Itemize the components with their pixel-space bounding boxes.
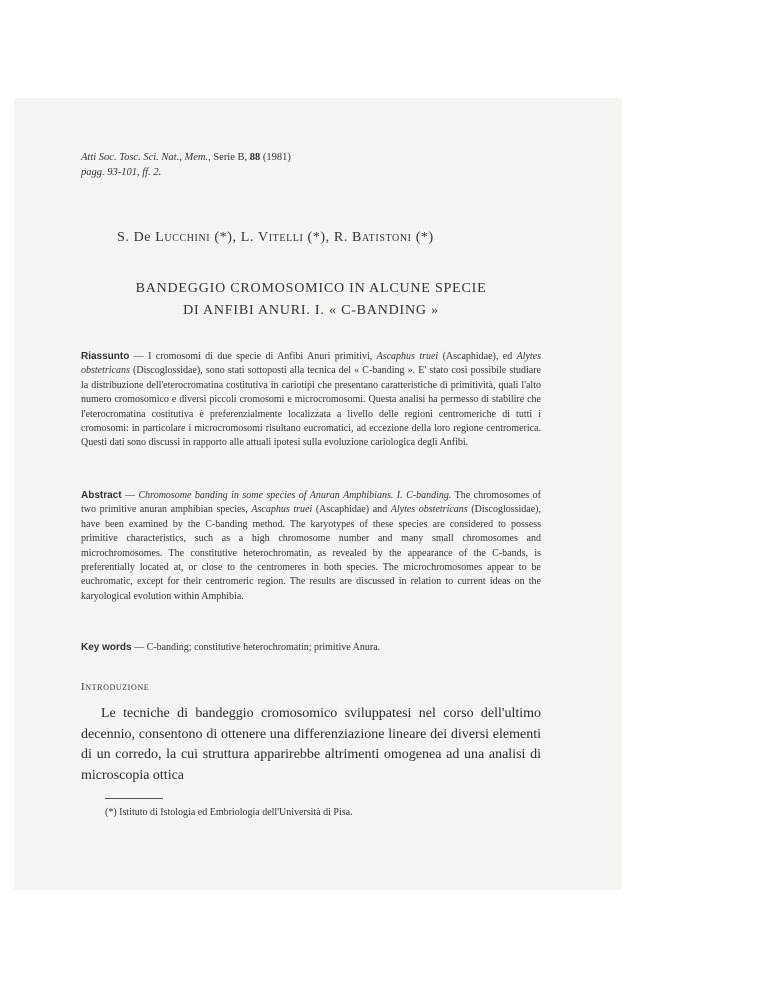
- title-line-1: BANDEGGIO CROMOSOMICO IN ALCUNE SPECIE: [135, 281, 487, 296]
- abstract-paragraph: [81, 489, 541, 604]
- introduction-paragraph: Le tecniche di bandeggio cromosomico sviluppatesi nel corso dell'ultimo decennio, consentono di ottenere una differenziazione lineare dei diversi elementi di un corredo, la cui struttura apparirebbe altrimenti omogenea ad una analisi di microscopia ottica: [81, 706, 541, 783]
- abstract-text-b: (Ascaphidae) and: [312, 504, 391, 516]
- keywords-line: [81, 641, 541, 655]
- affiliation-footnote: (*) Istituto di Istologia ed Embriologia dell'Università di Pisa.: [105, 807, 353, 818]
- keywords-text: — C-banding; constitutive heterochromatin; primitive Anura.: [131, 642, 381, 653]
- abstract-label: Abstract: [81, 490, 122, 501]
- journal-volume: 88: [249, 152, 261, 163]
- journal-citation: [81, 150, 291, 180]
- abstract-english-title: Chromosome banding in some species of Anuran Amphibians. I. C-banding.: [138, 490, 452, 501]
- title-line-2: DI ANFIBI ANURI. I. « C-BANDING »: [183, 303, 439, 318]
- author-list: [117, 230, 557, 246]
- abstract-species-2: Alytes obstetricans: [390, 504, 468, 516]
- abstract-text-c: (Discoglossidae), have been examined by the C-banding method. The karyotypes of these species are considered to possess primitive characteristics, such as a high chromosome number and many small chromosomes and microchromosomes. The constitutive heterochromatin, as revealed by the appearance of the C-bands, is preferentially located at, or close to the centromeres in both species. The microchromosomes appear to be euchromatic, except for their centromeric region. The results are discussed in relation to current ideas on the karyological evolution within Amphibia.: [81, 504, 541, 602]
- riassunto-label: Riassunto: [81, 351, 130, 362]
- citation-line-2: pagg. 93-101, ff. 2.: [81, 167, 162, 178]
- riassunto-text-b: (Ascaphidae), ed: [438, 351, 517, 362]
- footnote-rule: [105, 798, 163, 799]
- riassunto-paragraph: [81, 350, 541, 451]
- abstract-dash: —: [121, 490, 139, 501]
- paper-title: [81, 278, 541, 322]
- author-3-initial: R.: [333, 230, 353, 245]
- author-1-initial: S. De: [117, 230, 156, 245]
- author-1-surname: Lucchini: [155, 230, 211, 245]
- riassunto-species-2: Alytes obstetricans: [81, 351, 542, 377]
- author-3-affiliation-mark: (*): [411, 230, 434, 245]
- journal-year: (1981): [262, 152, 291, 163]
- author-1-affiliation-mark: (*),: [210, 230, 241, 245]
- section-heading: Introduzione: [81, 681, 150, 693]
- citation-line-1: [81, 150, 291, 165]
- riassunto-species-1: Ascaphus truei: [376, 351, 439, 362]
- riassunto-text-a: — I cromosomi di due specie di Anfibi Anuri primitivi,: [129, 351, 377, 362]
- journal-name: Atti Soc. Tosc. Sci. Nat., Mem.,: [81, 152, 211, 163]
- author-3-surname: Batistoni: [352, 230, 412, 245]
- journal-series: Serie B,: [213, 152, 248, 163]
- riassunto-text-c: (Discoglossidae), sono stati sottoposti alla tecnica del « C-banding ». E' stato così possibile studiare la distribuzione dell'eterocromatina costitutiva in cariotipi che presentano caratteristiche di primitività, quali l'alto numero cromosomico e diversi piccoli cromosomi e microcromosomi. Questa analisi ha permesso di stabilire che l'eterocromatina costitutiva è preferenzialmente localizzata a livello delle regioni centromeriche di tutti i cromosomi: in particolare i microcromosomi risultano eucromatici, ad eccezione della loro regione centromerica. Questi dati sono discussi in rapporto alle attuali ipotesi sulla evoluzione cariologica degli Anfibi.: [81, 365, 541, 449]
- author-2-initial: L.: [240, 230, 259, 245]
- keywords-label: Key words: [81, 642, 132, 653]
- author-2-surname: Vitelli: [258, 230, 304, 245]
- abstract-species-1: Ascaphus truei: [251, 504, 313, 516]
- abstract-text-a: The chromosomes of two primitive anuran amphibian species,: [81, 490, 541, 516]
- author-2-affiliation-mark: (*),: [303, 230, 334, 245]
